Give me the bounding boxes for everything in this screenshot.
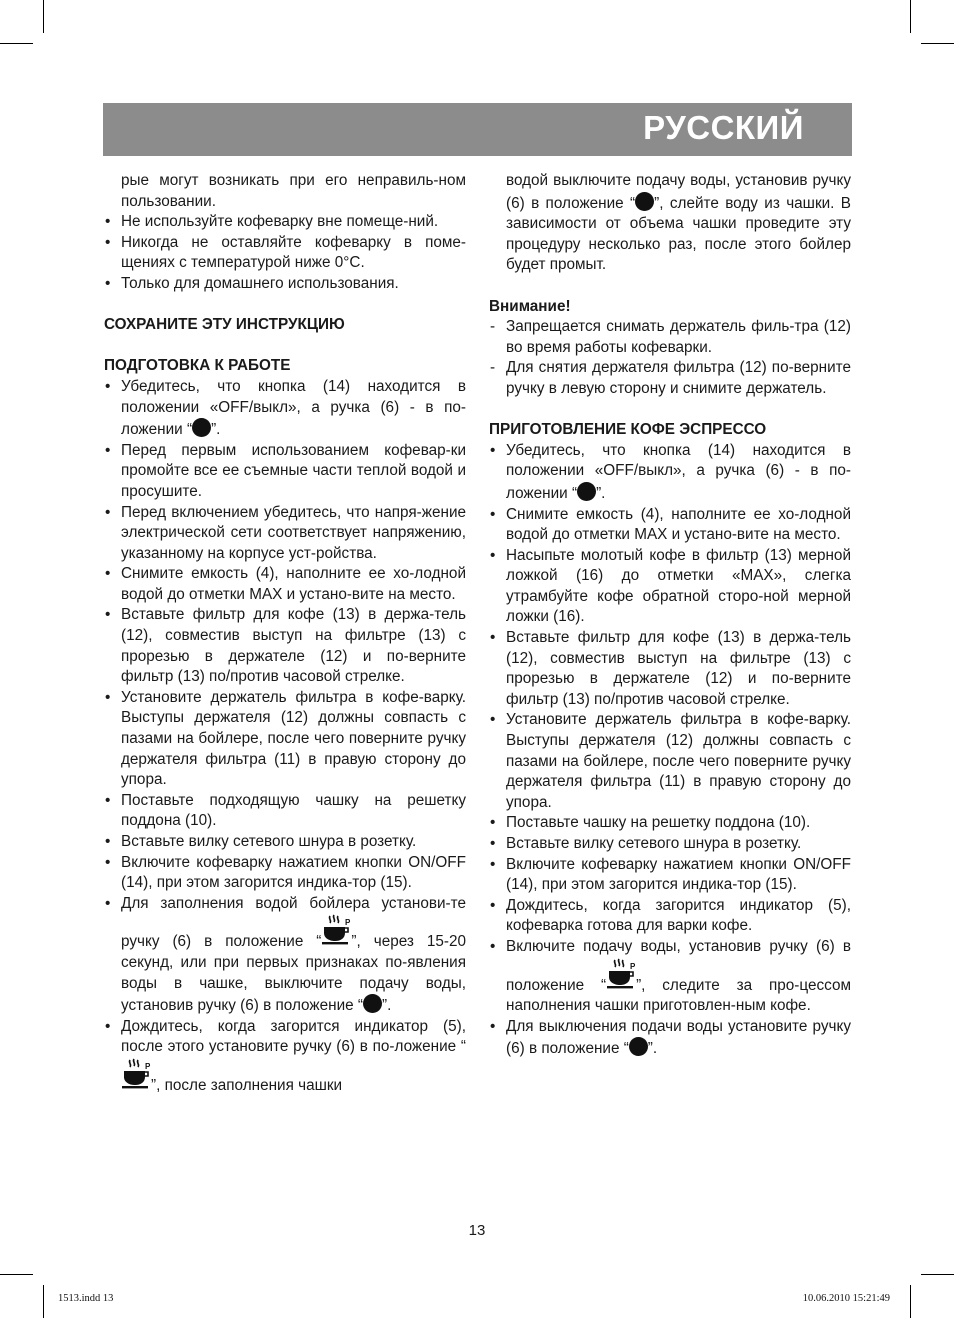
crop-mark [910, 1285, 911, 1318]
paragraph: водой выключите подачу воды, установив ручку (6) в положение “ ”, слейте воду из чашки. В зависимости от объема чашки проведите эту процедуру несколько раз, после этого бойлер будет промыт. [506, 172, 852, 274]
crop-mark [43, 0, 44, 33]
list-item: • Включите подачу воды, установив ручку (6) в положение “ P ”, следите за про-цессом наполнения чашки приготовлен-ным кофе. [490, 937, 851, 1015]
list-item: • Вставьте фильтр для кофе (13) в держа-тель (12), совместив выступ на фильтре (13) с прорезью в держателе (12) и по-верните фильтр (13) по/против часовой стрелке. [105, 606, 466, 686]
svg-text:P: P [345, 918, 351, 928]
list-item: • Перед включением убедитесь, что напря-жение электрической сети соответствует напряжению, указанному на корпусе уст-ройства. [105, 503, 466, 562]
language-title: РУССКИЙ [643, 109, 804, 146]
file-slug: 1513.indd 13 [58, 1293, 114, 1304]
crop-mark [921, 1274, 954, 1275]
crop-mark [0, 43, 33, 44]
list-item: • Снимите емкость (4), наполните ее хо-лодной водой до отметки MAX и устано-вите на место. [490, 505, 851, 544]
svg-text:P: P [145, 1061, 151, 1071]
page-number: 13 [468, 1222, 486, 1239]
section-heading: ПРИГОТОВЛЕНИЕ КОФЕ ЭСПРЕССО [489, 421, 767, 439]
list-item: • Не используйте кофеварку вне помеще-ний. [105, 213, 439, 231]
section-heading: СОХРАНИТЕ ЭТУ ИНСТРУКЦИЮ [104, 316, 345, 334]
list-item: • Включите кофеварку нажатием кнопки ON/OFF (14), при этом загорится индика-тор (15). [105, 853, 466, 892]
filled-circle-icon [577, 482, 596, 501]
attention-heading: Внимание! [489, 297, 571, 315]
language-header-bar [103, 103, 852, 156]
list-item: • Дождитесь, когда загорится индикатор (5), после этого установите ручку (6) в по-ложение “ P ”, после заполнения чашки [105, 1017, 466, 1094]
list-item: • Никогда не оставляйте кофеварку в поме-щениях с температурой ниже 0°С. [105, 233, 466, 272]
coffee-cup-steam-icon [606, 958, 636, 992]
list-item: • Убедитесь, что кнопка (14) находится в положении «OFF/выкл», а ручка (6) - в по-ложении “ ”. [105, 377, 466, 439]
list-item: • Установите держатель фильтра в кофе-варку. Выступы держателя (12) должны совпасть с пазами на бойлере, после чего поверните ручку держателя фильтра (11) в правую сторону до упора. [105, 688, 466, 789]
list-item: • Для заполнения водой бойлера установи-те ручку (6) в положение “ P ”, через 15-20 секунд, или при первых признаках по-явления воды в чашке, выключите подачу воды, установив ручку (6) в положение “ ”. [105, 894, 466, 1015]
right-column [489, 171, 851, 1060]
crop-mark [43, 1285, 44, 1318]
list-item: • Установите держатель фильтра в кофе-варку. Выступы держателя (12) должны совпасть с пазами на бойлере, после чего поверните ручку держателя фильтра (11) в правую сторону до упора. [490, 711, 851, 811]
list-item: • Вставьте фильтр для кофе (13) в держа-тель (12), совместив выступ на фильтре (13) с прорезью в держателе (12) и по-верните фильтр (13) по/против часовой стрелке. [490, 629, 851, 708]
crop-mark [0, 1274, 33, 1275]
paragraph: рые могут возникать при его неправиль-ном пользовании. [121, 172, 466, 210]
list-item: • Поставьте подходящую чашку на решетку поддона (10). [105, 791, 466, 830]
list-item: • Перед первым использованием кофевар-ки промойте все ее съемные части теплой водой и просушите. [105, 441, 466, 500]
list-item: - Для снятия держателя фильтра (12) по-верните ручку в левую сторону и снимите держатель. [490, 359, 851, 397]
list-item: • Поставьте чашку на решетку поддона (10). [490, 814, 811, 832]
filled-circle-icon [635, 192, 654, 211]
crop-mark [910, 0, 911, 33]
list-item: - Запрещается снимать держатель филь-тра (12) во время работы кофеварки. [490, 318, 851, 356]
coffee-cup-steam-icon [321, 914, 351, 948]
filled-circle-icon [192, 418, 211, 437]
list-item: • Дождитесь, когда загорится индикатор (5), кофеварка готова для варки кофе. [490, 896, 851, 935]
list-item: • Включите кофеварку нажатием кнопки ON/OFF (14), при этом загорится индика-тор (15). [490, 855, 851, 894]
date-slug: 10.06.2010 15:21:49 [802, 1293, 890, 1304]
list-item: • Вставьте вилку сетевого шнура в розетку. [490, 835, 802, 852]
list-item: • Для выключения подачи воды установите ручку (6) в положение “ ”. [490, 1017, 851, 1058]
list-item: • Вставьте вилку сетевого шнура в розетку. [105, 833, 417, 850]
list-item: • Снимите емкость (4), наполните ее хо-лодной водой до отметки MAX и устано-вите на место. [105, 565, 466, 603]
list-item: • Насыпьте молотый кофе в фильтр (13) мерной ложкой (16) до отметки «MAX», слегка утрамбуйте кофе обратной сторо-ной мерной ложки (16). [490, 546, 851, 626]
left-column [104, 171, 466, 1097]
filled-circle-icon [363, 994, 382, 1013]
coffee-cup-steam-icon [121, 1058, 151, 1092]
svg-text:P: P [630, 961, 636, 971]
filled-circle-icon [629, 1037, 648, 1056]
list-item: • Убедитесь, что кнопка (14) находится в положении «OFF/выкл», а ручка (6) - в по-ложении “ ”. [490, 441, 851, 502]
list-item: • Только для домашнего использования. [105, 274, 399, 292]
section-heading: ПОДГОТОВКА К РАБОТЕ [104, 357, 291, 375]
crop-mark [921, 43, 954, 44]
